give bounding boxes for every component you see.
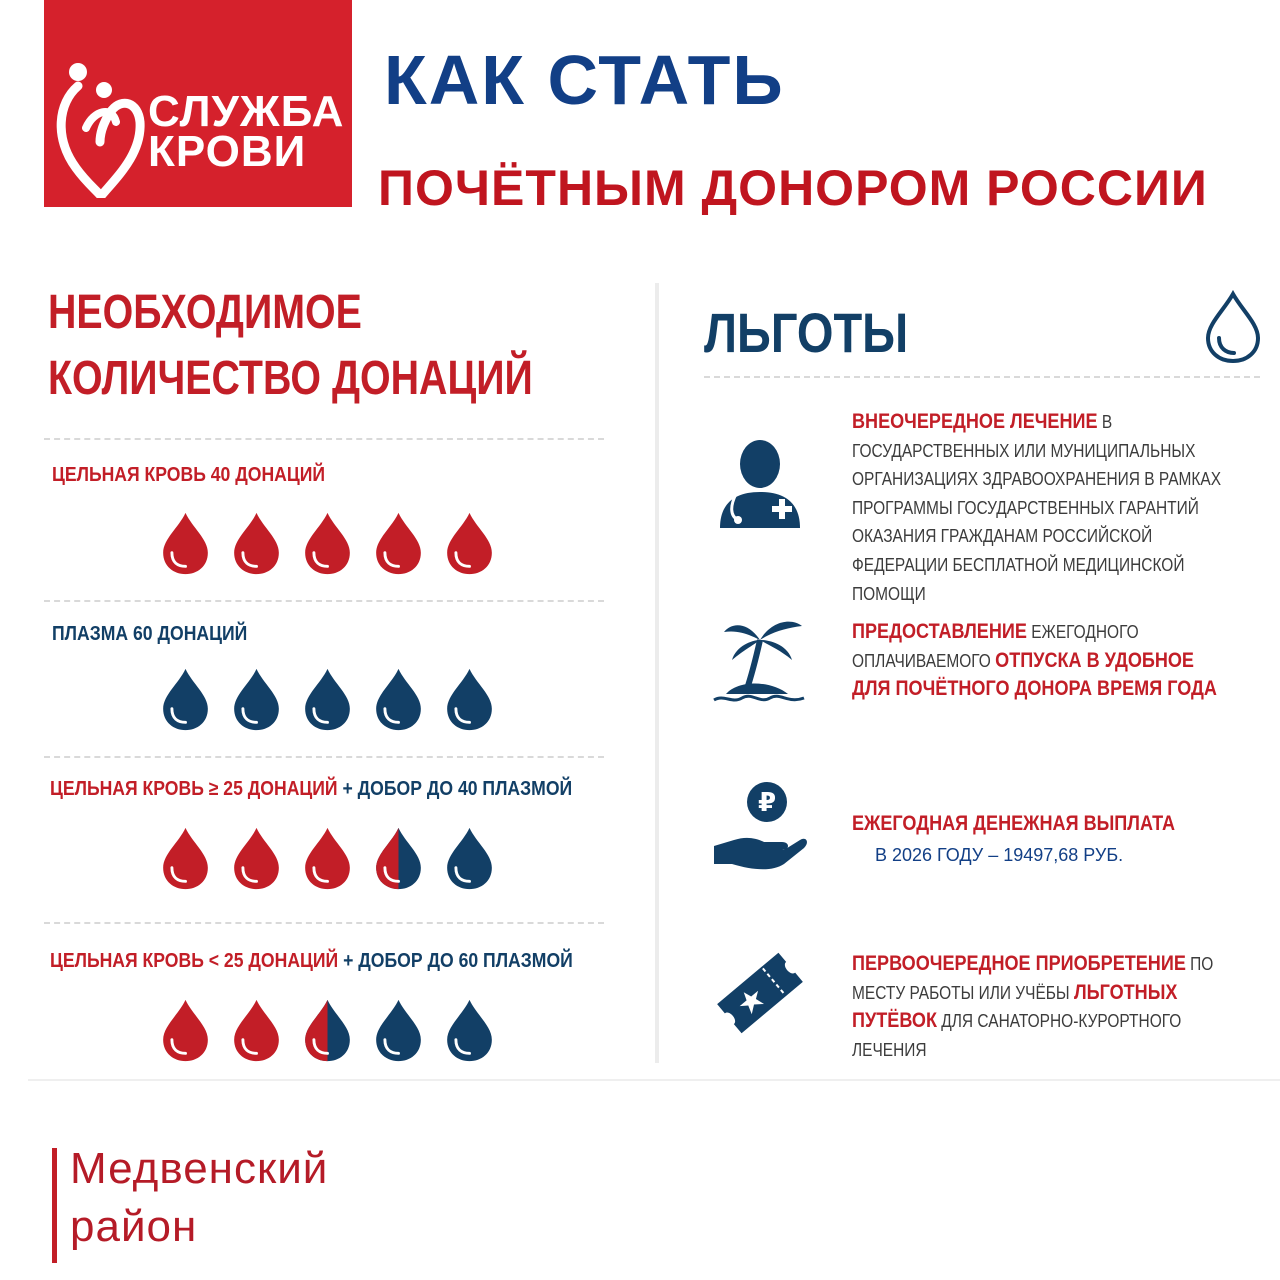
benefit-text xyxy=(852,408,1230,608)
district-name: Медвенский район xyxy=(70,1144,329,1251)
red-drop-icon xyxy=(158,825,213,893)
blue-drop-icon xyxy=(300,666,355,734)
benefit-highlight: ЕЖЕГОДНАЯ ДЕНЕЖНАЯ ВЫПЛАТА xyxy=(852,812,1176,835)
option-label xyxy=(50,778,572,801)
benefit-text xyxy=(852,950,1230,1064)
blue-drop-icon xyxy=(371,997,426,1065)
drop-row xyxy=(158,997,497,1065)
logo-text: СЛУЖБА КРОВИ xyxy=(148,87,345,176)
benefits-heading: ЛЬГОТЫ xyxy=(704,301,909,364)
option-label: ЦЕЛЬНАЯ КРОВЬ 40 ДОНАЦИЙ xyxy=(52,464,326,486)
blue-drop-icon xyxy=(442,997,497,1065)
option-label-main: ЦЕЛЬНАЯ КРОВЬ < 25 ДОНАЦИЙ xyxy=(50,950,339,972)
divider xyxy=(44,756,604,758)
benefit-description: В ГОСУДАРСТВЕННЫХ ИЛИ МУНИЦИПАЛЬНЫХ ОРГАНИЗАЦИЯХ ЗДРАВООХРАНЕНИЯ В РАМКАХ ПРОГРАММЫ ГОСУДАРСТВЕННЫХ ГАРАНТИЙ ОКАЗАНИЯ ГРАЖДАНАМ РОССИЙСКОЙ ФЕДЕРАЦИИ БЕСПЛАТНОЙ МЕДИЦИНСКОЙ ПОМОЩИ xyxy=(852,412,1222,604)
benefit-highlight: ПРЕДОСТАВЛЕНИЕ xyxy=(852,620,1027,643)
doctor-icon xyxy=(716,436,804,530)
benefit-description: ЕЖЕГОДНОГО ОПЛАЧИВАЕМОГО xyxy=(852,622,1139,671)
blue-drop-icon xyxy=(229,666,284,734)
divider xyxy=(44,438,604,440)
page-title-line2: ПОЧЁТНЫМ ДОНОРОМ РОССИИ xyxy=(378,160,1208,216)
benefit-highlight-2: ЛЬГОТНЫХ ПУТЁВОК xyxy=(852,980,1178,1033)
ruble-hand-icon xyxy=(712,780,808,876)
red-drop-icon xyxy=(300,825,355,893)
option-label-extra: ДОБОР ДО 40 ПЛАЗМОЙ xyxy=(357,778,573,800)
red-drop-icon xyxy=(442,510,497,578)
half-drop-icon xyxy=(371,825,426,893)
blue-drop-icon xyxy=(371,666,426,734)
option-label-plus: + xyxy=(343,950,354,972)
benefit-highlight-2: ОТПУСКА В УДОБНОЕ ДЛЯ ПОЧЁТНОГО ДОНОРА ВРЕМЯ ГОДА xyxy=(852,648,1217,701)
benefit-highlight: ВНЕОЧЕРЕДНОЕ ЛЕЧЕНИЕ xyxy=(852,410,1098,433)
payout-amount: В 2026 ГОДУ – 19497,68 РУБ. xyxy=(875,845,1124,865)
red-drop-icon xyxy=(229,510,284,578)
bottom-divider xyxy=(28,1079,1280,1081)
blue-drop-icon xyxy=(442,666,497,734)
page-title-line1: КАК СТАТЬ xyxy=(384,41,785,119)
half-drop-icon xyxy=(300,997,355,1065)
drop-row xyxy=(158,825,497,893)
divider xyxy=(704,376,1260,378)
red-drop-icon xyxy=(300,510,355,578)
blue-drop-icon xyxy=(158,666,213,734)
palm-island-icon xyxy=(712,612,808,708)
red-drop-icon xyxy=(229,997,284,1065)
ticket-icon xyxy=(712,946,808,1040)
blue-drop-icon xyxy=(442,825,497,893)
benefit-highlight: ПЕРВООЧЕРЕДНОЕ ПРИОБРЕТЕНИЕ xyxy=(852,952,1186,975)
red-drop-icon xyxy=(158,997,213,1065)
red-drop-icon xyxy=(158,510,213,578)
drop-row xyxy=(158,666,497,734)
requirements-heading: НЕОБХОДИМОЕ КОЛИЧЕСТВО ДОНАЦИЙ xyxy=(48,286,533,405)
red-drop-icon xyxy=(371,510,426,578)
divider xyxy=(44,922,604,924)
red-drop-icon xyxy=(229,825,284,893)
heart-people-icon xyxy=(56,58,146,198)
option-label xyxy=(50,950,573,973)
benefit-description: ПО МЕСТУ РАБОТЫ ИЛИ УЧЁБЫ xyxy=(852,954,1214,1003)
drop-row xyxy=(158,510,497,578)
column-divider xyxy=(655,283,659,1063)
benefit-text xyxy=(852,810,1230,839)
option-label: ПЛАЗМА 60 ДОНАЦИЙ xyxy=(52,623,248,645)
option-label-main: ЦЕЛЬНАЯ КРОВЬ ≥ 25 ДОНАЦИЙ xyxy=(50,778,338,800)
svg-text:₽: ₽ xyxy=(757,788,777,818)
district-accent-bar xyxy=(52,1148,57,1263)
option-label-plus: + xyxy=(342,778,353,800)
drop-outline-icon xyxy=(1202,290,1264,364)
divider xyxy=(44,600,604,602)
benefit-description-2: ДЛЯ САНАТОРНО-КУРОРТНОГО ЛЕЧЕНИЯ xyxy=(852,1011,1182,1060)
option-label-extra: ДОБОР ДО 60 ПЛАЗМОЙ xyxy=(358,950,573,972)
benefit-text xyxy=(852,618,1230,704)
logo xyxy=(44,0,352,207)
